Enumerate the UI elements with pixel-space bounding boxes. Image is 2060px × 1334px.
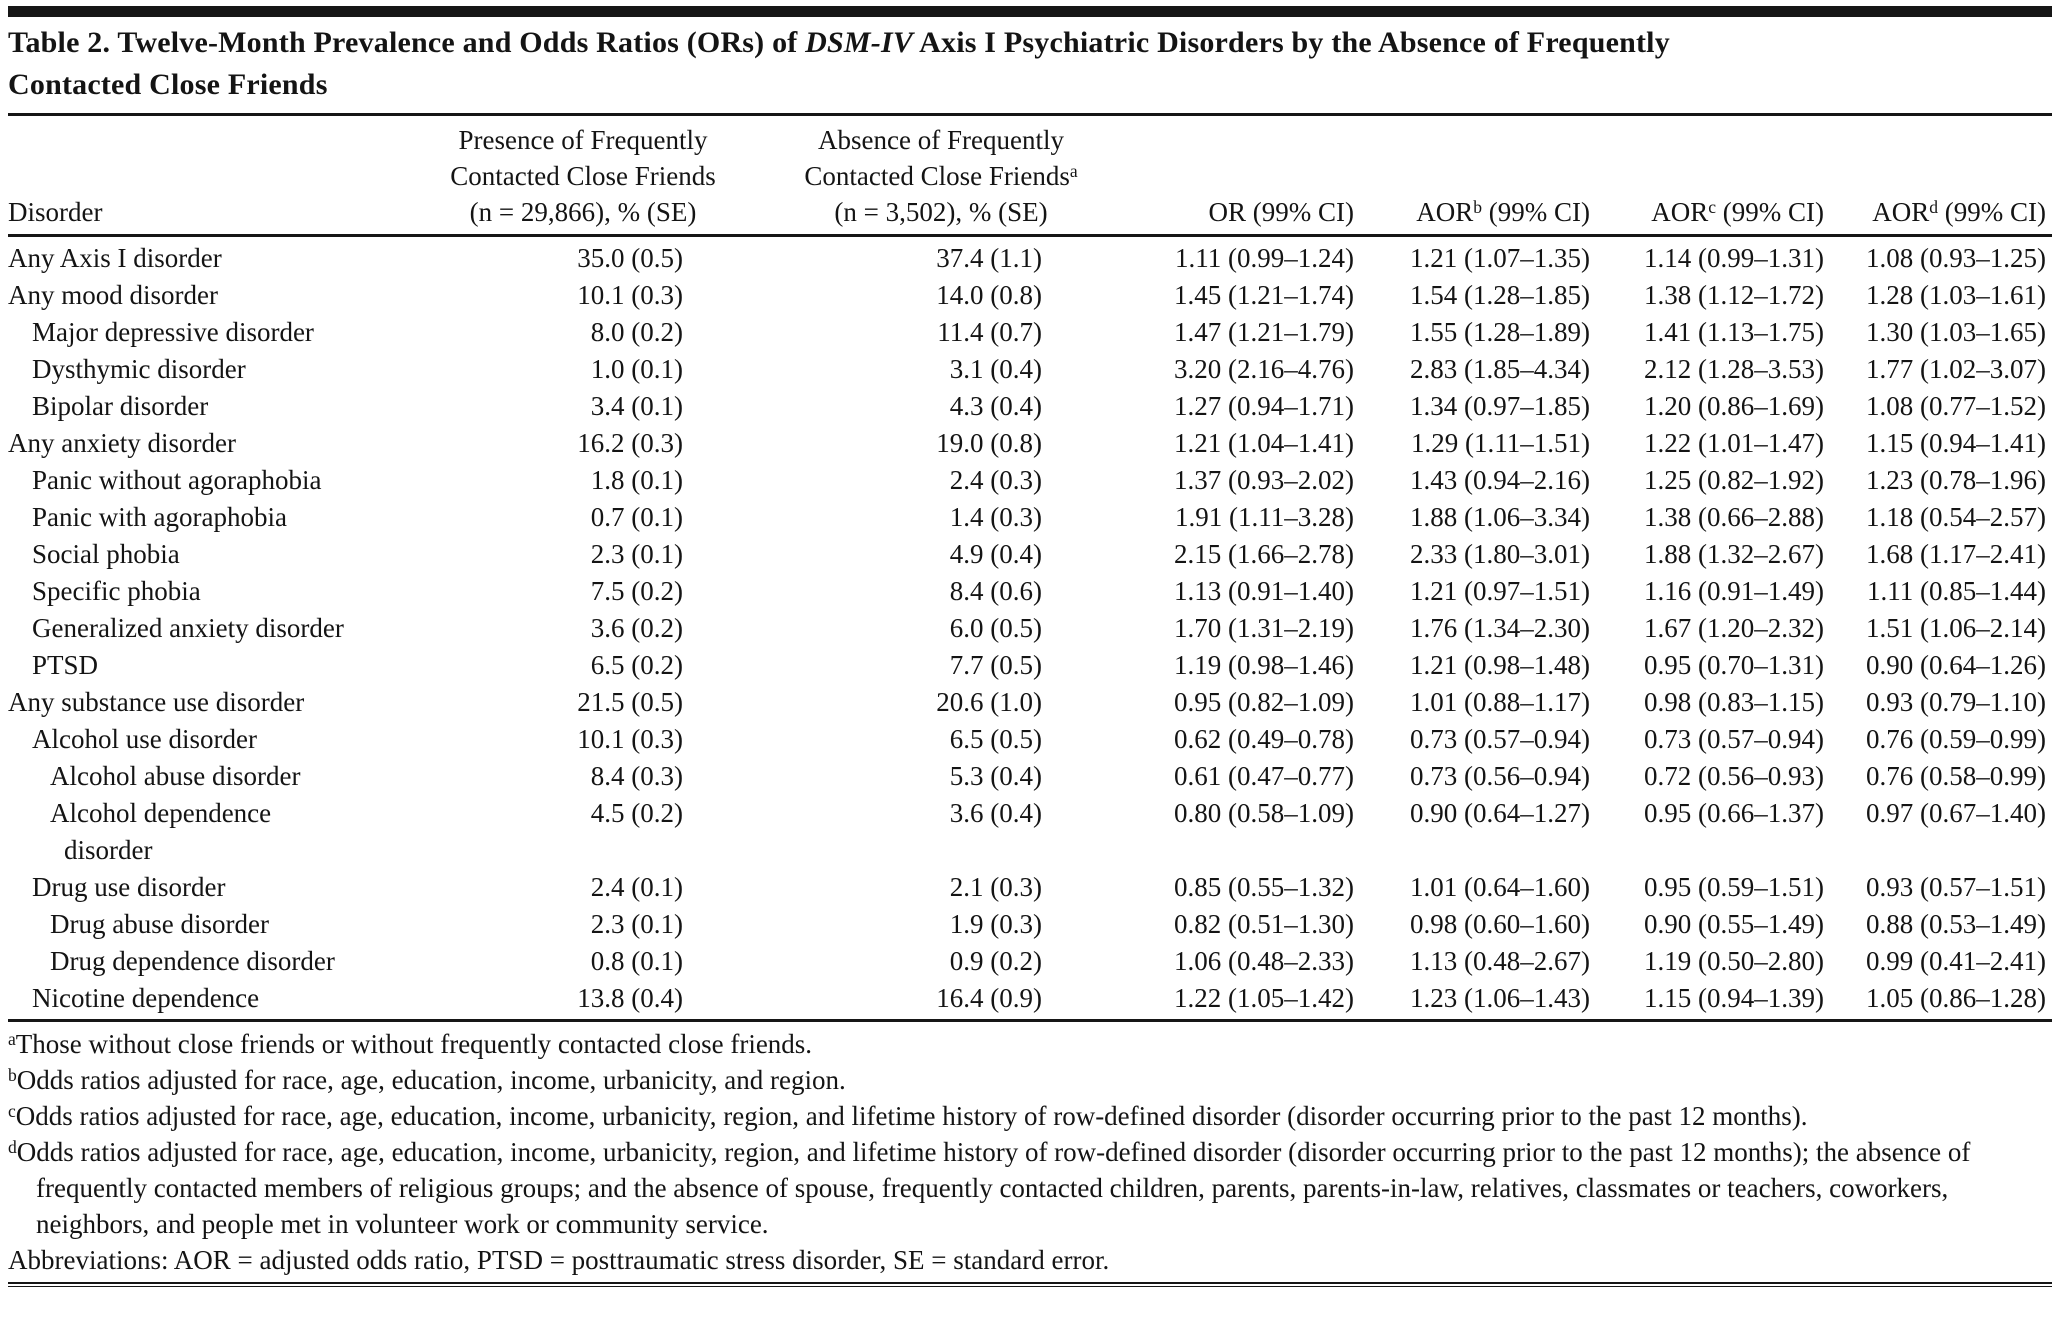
footnote-marker-d: d [1929, 197, 1939, 218]
or-value: 0.85 (0.55–1.32) [1174, 872, 1354, 902]
footnote: $^b$Odds ratios adjusted for race, age, education, income, urbanicity, and region. [8, 1065, 846, 1095]
aor-d-value: 0.76 (0.58–0.99) [1866, 761, 2046, 791]
table-row [8, 795, 2052, 869]
aor-c-value: 0.95 (0.66–1.37) [1644, 798, 1824, 828]
presence-value: 2.3 (0.1) [590, 539, 683, 569]
absence-value: 11.4 (0.7) [937, 317, 1042, 347]
absence-value: 7.7 (0.5) [949, 650, 1042, 680]
presence-value: 3.4 (0.1) [590, 391, 683, 421]
or-value: 1.47 (1.21–1.79) [1174, 317, 1354, 347]
presence-value: 0.8 (0.1) [590, 946, 683, 976]
disorder-label: Drug abuse disorder [50, 909, 269, 939]
aor-c-value: 1.67 (1.20–2.32) [1644, 613, 1824, 643]
disorder-label: Alcohol use disorder [32, 724, 257, 754]
or-value: 1.27 (0.94–1.71) [1174, 391, 1354, 421]
aor-b-value: 0.90 (0.64–1.27) [1410, 798, 1590, 828]
footnote: $^a$Those without close friends or without frequently contacted close friends. [8, 1029, 813, 1059]
aor-d-value: 1.51 (1.06–2.14) [1866, 613, 2046, 643]
aor-b-value: 2.33 (1.80–3.01) [1410, 539, 1590, 569]
col-header-or: OR (99% CI) [1104, 116, 1360, 236]
disorder-label: Generalized anxiety disorder [32, 613, 344, 643]
aor-d-value: 0.88 (0.53–1.49) [1866, 909, 2046, 939]
aor-d-value: 1.30 (1.03–1.65) [1866, 317, 2046, 347]
aor-b-value: 1.01 (0.64–1.60) [1410, 872, 1590, 902]
aor-c-value: 1.38 (1.12–1.72) [1644, 280, 1824, 310]
aor-b-value: 0.98 (0.60–1.60) [1410, 909, 1590, 939]
absence-value: 6.0 (0.5) [949, 613, 1042, 643]
absence-value: 4.9 (0.4) [949, 539, 1042, 569]
table-title-line1-rest: Axis I Psychiatric Disorders by the Absence of Frequently [913, 26, 1670, 59]
or-value: 1.13 (0.91–1.40) [1174, 576, 1354, 606]
aor-b-value: 1.88 (1.06–3.34) [1410, 502, 1590, 532]
footnote: $^c$Odds ratios adjusted for race, age, education, income, urbanicity, region, and lifetime history of row-defined disorder (disorder occurring prior to the past 12 months). [8, 1101, 1808, 1131]
or-value: 1.70 (1.31–2.19) [1174, 613, 1354, 643]
or-value: 1.06 (0.48–2.33) [1174, 946, 1354, 976]
aor-b-value: 1.76 (1.34–2.30) [1410, 613, 1590, 643]
aor-b-value: 1.34 (0.97–1.85) [1410, 391, 1590, 421]
footnote-marker: c [8, 1101, 16, 1122]
absence-value: 1.4 (0.3) [949, 502, 1042, 532]
absence-value: 20.6 (1.0) [936, 687, 1042, 717]
disorder-label: Any mood disorder [8, 280, 218, 310]
aor-c-value: 0.95 (0.70–1.31) [1644, 650, 1824, 680]
presence-value: 4.5 (0.2) [590, 798, 683, 828]
absence-value: 14.0 (0.8) [936, 280, 1042, 310]
or-value: 1.37 (0.93–2.02) [1174, 465, 1354, 495]
table-row [8, 388, 2052, 425]
disorder-label: Dysthymic disorder [32, 354, 246, 384]
aor-c-value: 0.72 (0.56–0.93) [1644, 761, 1824, 791]
aor-d-value: 1.15 (0.94–1.41) [1866, 428, 2046, 458]
aor-d-value: 1.28 (1.03–1.61) [1866, 280, 2046, 310]
aor-c-value: 1.25 (0.82–1.92) [1644, 465, 1824, 495]
disorder-label: Any anxiety disorder [8, 428, 236, 458]
disorder-label: Nicotine dependence [8, 980, 388, 1021]
table-title-prefix: Table 2. Twelve-Month Prevalence and Odds Ratios (ORs) of [8, 26, 806, 59]
presence-value: 6.5 (0.2) [590, 650, 683, 680]
aor-d-value: 0.93 (0.57–1.51) [1866, 872, 2046, 902]
table-row [8, 425, 2052, 462]
table-row [8, 351, 2052, 388]
aor-d-value: 0.97 (0.67–1.40) [1866, 798, 2046, 828]
aor-c-value: 1.14 (0.99–1.31) [1644, 243, 1824, 273]
footnote-marker: a [8, 1029, 16, 1050]
footnotes [8, 1022, 2052, 1282]
aor-d-value: 1.11 (0.85–1.44) [1867, 576, 2046, 606]
aor-d-value: 0.99 (0.41–2.41) [1866, 946, 2046, 976]
absence-value: 3.6 (0.4) [949, 798, 1042, 828]
table-row [8, 721, 2052, 758]
absence-value: 5.3 (0.4) [949, 761, 1042, 791]
aor-b-value: 1.13 (0.48–2.67) [1410, 946, 1590, 976]
aor-d-value: 1.05 (0.86–1.28) [1830, 980, 2052, 1021]
aor-c-value: 1.22 (1.01–1.47) [1644, 428, 1824, 458]
disorder-label: Major depressive disorder [32, 317, 314, 347]
absence-value: 2.4 (0.3) [949, 465, 1042, 495]
table-row [8, 980, 2052, 1021]
absence-value: 6.5 (0.5) [949, 724, 1042, 754]
or-value: 1.21 (1.04–1.41) [1174, 428, 1354, 458]
aor-b-value: 1.55 (1.28–1.89) [1410, 317, 1590, 347]
disorder-label: Any Axis I disorder [8, 243, 222, 273]
or-value: 1.22 (1.05–1.42) [1104, 980, 1360, 1021]
disorder-label: Specific phobia [32, 576, 201, 606]
aor-c-value: 1.19 (0.50–2.80) [1644, 946, 1824, 976]
aor-b-value: 0.73 (0.57–0.94) [1410, 724, 1590, 754]
aor-b-value: 1.43 (0.94–2.16) [1410, 465, 1590, 495]
table-row [8, 684, 2052, 721]
aor-c-value: 0.90 (0.55–1.49) [1644, 909, 1824, 939]
table-row [8, 499, 2052, 536]
or-value: 1.45 (1.21–1.74) [1174, 280, 1354, 310]
disorder-label: Panic without agoraphobia [32, 465, 322, 495]
table-bottom-rule [8, 1282, 2052, 1287]
table-row [8, 236, 2052, 278]
presence-value: 10.1 (0.3) [577, 280, 683, 310]
or-value: 0.82 (0.51–1.30) [1174, 909, 1354, 939]
presence-value: 0.7 (0.1) [590, 502, 683, 532]
presence-value: 1.0 (0.1) [590, 354, 683, 384]
col-header-aor-d: AOR$^d$ (99% CI) [1830, 116, 2052, 236]
prevalence-odds-table [8, 116, 2052, 1022]
aor-d-value: 0.93 (0.79–1.10) [1866, 687, 2046, 717]
table-row [8, 573, 2052, 610]
aor-b-value: 1.23 (1.06–1.43) [1360, 980, 1596, 1021]
table-top-rule [8, 6, 2052, 17]
presence-value: 8.0 (0.2) [590, 317, 683, 347]
footnote-marker-b: b [1473, 197, 1483, 218]
col-header-aor-b: AOR$^b$ (99% CI) [1360, 116, 1596, 236]
footnote: $^d$Odds ratios adjusted for race, age, education, income, urbanicity, region, and lifetime history of row-defined disorder (disorder occurring prior to the past 12 months); the absence of frequently contacted members of religious groups; and the absence of spouse, frequently contacted children, parents, parents-in-law, relatives, classmates or teachers, coworkers, neighbors, and people met in volunteer work or community service. [8, 1137, 1971, 1239]
or-value: 0.62 (0.49–0.78) [1174, 724, 1354, 754]
aor-d-value: 1.08 (0.93–1.25) [1866, 243, 2046, 273]
disorder-label: Social phobia [32, 539, 180, 569]
or-value: 3.20 (2.16–4.76) [1174, 354, 1354, 384]
presence-value: 2.3 (0.1) [590, 909, 683, 939]
paper-table-page [0, 6, 2060, 1287]
disorder-label: Drug use disorder [32, 872, 226, 902]
disorder-label: Panic with agoraphobia [32, 502, 287, 532]
presence-value: 16.2 (0.3) [577, 428, 683, 458]
table-row [8, 536, 2052, 573]
absence-value: 19.0 (0.8) [936, 428, 1042, 458]
disorder-label: Any substance use disorder [8, 687, 305, 717]
or-value: 0.80 (0.58–1.09) [1174, 798, 1354, 828]
presence-value: 8.4 (0.3) [590, 761, 683, 791]
aor-b-value: 1.54 (1.28–1.85) [1410, 280, 1590, 310]
aor-b-value: 2.83 (1.85–4.34) [1410, 354, 1590, 384]
aor-c-value: 2.12 (1.28–3.53) [1644, 354, 1824, 384]
or-value: 1.11 (0.99–1.24) [1175, 243, 1354, 273]
presence-value: 7.5 (0.2) [590, 576, 683, 606]
footnote-marker-a: a [1069, 161, 1078, 182]
footnote-marker: b [8, 1065, 17, 1086]
presence-value: 13.8 (0.4) [388, 980, 778, 1021]
presence-value: 3.6 (0.2) [590, 613, 683, 643]
table-row [8, 610, 2052, 647]
table-row [8, 647, 2052, 684]
table-title-italic: DSM-IV [805, 26, 914, 59]
disorder-label: Alcohol abuse disorder [50, 761, 301, 791]
table-body [8, 236, 2052, 1021]
aor-d-value: 1.68 (1.17–2.41) [1866, 539, 2046, 569]
aor-d-value: 1.08 (0.77–1.52) [1866, 391, 2046, 421]
footnote: Abbreviations: AOR = adjusted odds ratio, PTSD = posttraumatic stress disorder, SE = standard error. [8, 1245, 1110, 1275]
footnote-marker-c: c [1708, 197, 1717, 218]
aor-d-value: 1.18 (0.54–2.57) [1866, 502, 2046, 532]
column-header-row [8, 116, 2052, 236]
aor-b-value: 1.21 (0.97–1.51) [1410, 576, 1590, 606]
aor-c-value: 0.98 (0.83–1.15) [1644, 687, 1824, 717]
aor-c-value: 0.95 (0.59–1.51) [1644, 872, 1824, 902]
table-title [8, 17, 2052, 116]
aor-c-value: 1.20 (0.86–1.69) [1644, 391, 1824, 421]
absence-value: 2.1 (0.3) [949, 872, 1042, 902]
table-row [8, 277, 2052, 314]
aor-b-value: 1.21 (1.07–1.35) [1410, 243, 1590, 273]
absence-value: 3.1 (0.4) [949, 354, 1042, 384]
table-row [8, 314, 2052, 351]
or-value: 0.61 (0.47–0.77) [1174, 761, 1354, 791]
disorder-label: Bipolar disorder [32, 391, 209, 421]
presence-value: 10.1 (0.3) [577, 724, 683, 754]
disorder-label: Alcohol dependence disorder [50, 798, 272, 865]
absence-value: 8.4 (0.6) [949, 576, 1042, 606]
table-row [8, 462, 2052, 499]
absence-value: 1.9 (0.3) [949, 909, 1042, 939]
aor-c-value: 1.88 (1.32–2.67) [1644, 539, 1824, 569]
table-row [8, 943, 2052, 980]
aor-d-value: 1.77 (1.02–3.07) [1866, 354, 2046, 384]
aor-c-value: 1.41 (1.13–1.75) [1644, 317, 1824, 347]
footnote-marker: d [8, 1137, 17, 1158]
aor-c-value: 0.73 (0.57–0.94) [1644, 724, 1824, 754]
aor-b-value: 1.01 (0.88–1.17) [1410, 687, 1590, 717]
or-value: 1.19 (0.98–1.46) [1174, 650, 1354, 680]
or-value: 2.15 (1.66–2.78) [1174, 539, 1354, 569]
aor-c-value: 1.38 (0.66–2.88) [1644, 502, 1824, 532]
aor-b-value: 0.73 (0.56–0.94) [1410, 761, 1590, 791]
col-header-aor-c: AOR$^c$ (99% CI) [1596, 116, 1830, 236]
col-header-presence: Presence of Frequently Contacted Close Friends (n = 29,866), % (SE) [388, 116, 778, 236]
or-value: 1.91 (1.11–3.28) [1175, 502, 1354, 532]
aor-b-value: 1.29 (1.11–1.51) [1411, 428, 1590, 458]
aor-d-value: 1.23 (0.78–1.96) [1866, 465, 2046, 495]
col-header-disorder: Disorder [8, 116, 388, 236]
aor-d-value: 0.90 (0.64–1.26) [1866, 650, 2046, 680]
absence-value: 0.9 (0.2) [949, 946, 1042, 976]
disorder-label: PTSD [32, 650, 99, 680]
aor-c-value: 1.16 (0.91–1.49) [1644, 576, 1824, 606]
or-value: 0.95 (0.82–1.09) [1174, 687, 1354, 717]
table-row [8, 906, 2052, 943]
absence-value: 4.3 (0.4) [949, 391, 1042, 421]
table-row [8, 758, 2052, 795]
table-row [8, 869, 2052, 906]
col-header-absence: Absence of Frequently Contacted Close Friends$^a$ (n = 3,502), % (SE) [778, 116, 1104, 236]
presence-value: 1.8 (0.1) [590, 465, 683, 495]
absence-value: 37.4 (1.1) [936, 243, 1042, 273]
aor-d-value: 0.76 (0.59–0.99) [1866, 724, 2046, 754]
aor-b-value: 1.21 (0.98–1.48) [1410, 650, 1590, 680]
aor-c-value: 1.15 (0.94–1.39) [1596, 980, 1830, 1021]
presence-value: 35.0 (0.5) [577, 243, 683, 273]
presence-value: 21.5 (0.5) [577, 687, 683, 717]
table-title-line2: Contacted Close Friends [8, 68, 328, 101]
absence-value: 16.4 (0.9) [778, 980, 1104, 1021]
disorder-label: Drug dependence disorder [50, 946, 335, 976]
presence-value: 2.4 (0.1) [590, 872, 683, 902]
